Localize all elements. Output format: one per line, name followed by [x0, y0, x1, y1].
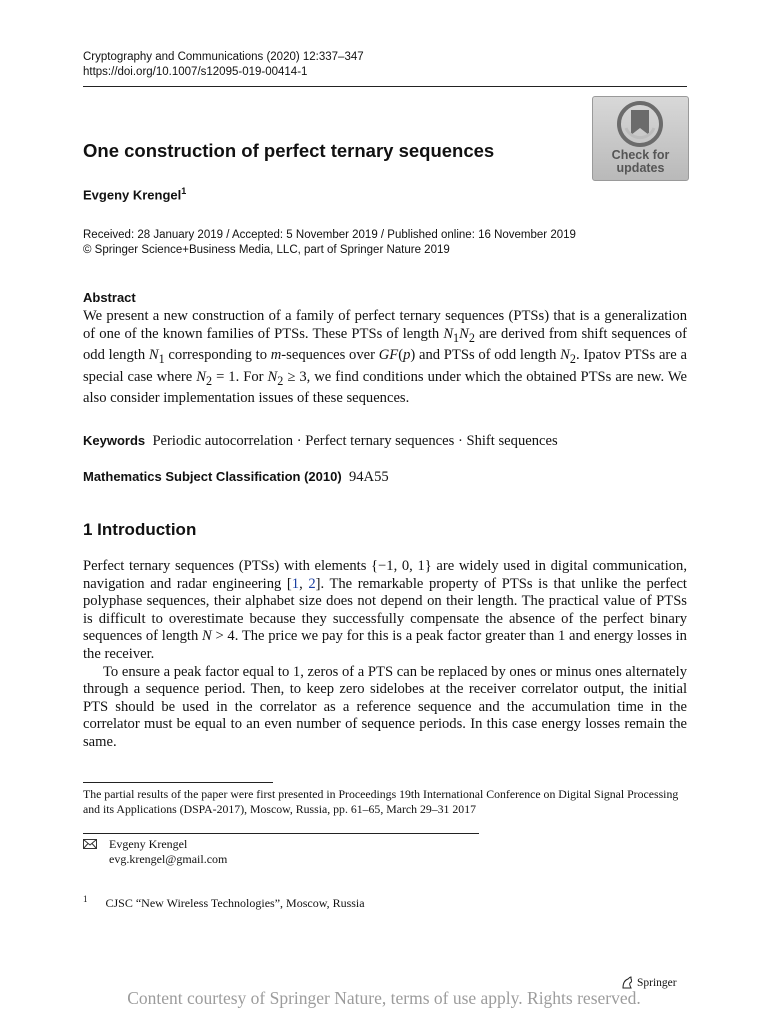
affiliation — [83, 894, 365, 911]
keywords — [83, 433, 558, 450]
bookmark-icon — [617, 101, 663, 147]
doi-link[interactable]: https://doi.org/10.1007/s12095-019-00414-1 — [83, 66, 308, 78]
citation-link[interactable]: 1 — [291, 575, 300, 592]
badge-label — [593, 149, 688, 175]
affiliation-number: 1 — [83, 894, 88, 904]
author-name — [83, 186, 186, 202]
author-text: Evgeny Krengel — [83, 187, 182, 203]
keywords-text: Periodic autocorrelation · Perfect ternary sequences · Shift sequences — [152, 433, 558, 449]
footnote: The partial results of the paper were first presented in Proceedings 19th International Conference on Digital Signal Processing and its Applications (DSPA-2017), Moscow, Russia, pp. 61–65, March 29–31 2017 — [83, 787, 679, 816]
journal-citation: Cryptography and Communications (2020) 12:337–347 — [83, 51, 364, 63]
badge-line1: Check for — [611, 148, 670, 162]
subject-classification — [83, 469, 389, 486]
keywords-label: Keywords — [83, 433, 146, 448]
abstract-body: We present a new construction of a family of perfect ternary sequences (PTSs) that is a generalization of one of the known families of PTSs. These PTSs of length $N_1N_2$ are derived from shift sequences of odd length $N_1$ corresponding to m-sequences over GF(p) and PTSs of odd length $N_2$. Ipatov PTSs are a special case where $N_2 = 1$. For $N_2 \ge 3$, we find conditions under which the obtained PTSs are new. We also consider implementation issues of these sequences. — [83, 308, 687, 407]
badge-line2: updates — [616, 161, 665, 175]
msc-label: Mathematics Subject Classification (2010) — [83, 469, 342, 484]
intro-paragraph-2: To ensure a peak factor equal to 1, zeros of a PTS can be replaced by ones or minus ones alternately through a sequence period. Then, to keep zero sidelobes at the receiver correlator output, the initial PTS should be used in the correlator as a reference sequence and the accumulation time in the correlator must be equal to an even number of sequence periods. In this case energy losses remain the same. — [83, 663, 687, 750]
msc-code: 94A55 — [348, 469, 389, 485]
dates-line: Received: 28 January 2019 / Accepted: 5 November 2019 / Published online: 16 November 2019 — [83, 229, 576, 241]
paper-title: One construction of perfect ternary sequences — [83, 140, 495, 161]
publication-dates — [83, 228, 576, 258]
publisher-name: Springer — [637, 977, 677, 989]
affiliation-rule — [83, 833, 479, 834]
section-heading-introduction: 1 Introduction — [83, 520, 197, 539]
contact-name: Evgeny Krengel — [109, 837, 188, 851]
envelope-icon — [83, 839, 97, 849]
check-for-updates-badge[interactable] — [592, 96, 689, 181]
abstract-heading: Abstract — [83, 290, 136, 305]
copyright-line: © Springer Science+Business Media, LLC, part of Springer Nature 2019 — [83, 244, 450, 256]
author-affiliation-mark: 1 — [181, 186, 187, 196]
corresponding-author — [83, 837, 227, 867]
citation-link[interactable]: 2 — [308, 575, 316, 592]
introduction-body — [83, 558, 687, 752]
intro-paragraph-1: Perfect ternary sequences (PTSs) with elements {−1, 0, 1} are widely used in digital communication, navigation and radar engineering [1, 2]. The remarkable property of PTSs is that unlike the perfect polyphase sequences, their alphabet size does not depend on their length. The practical value of PTSs is difficult to overestimate because they successfully compensate the absence of the perfect binary sequences of length N > 4. The price we pay for this is a peak factor greater than 1 and energy losses in the receiver. — [83, 558, 687, 662]
watermark: Content courtesy of Springer Nature, terms of use apply. Rights reserved. — [127, 988, 641, 1008]
footnote-rule — [83, 782, 273, 783]
header-rule — [83, 86, 687, 87]
affiliation-text: CJSC “New Wireless Technologies”, Moscow, Russia — [105, 896, 365, 910]
contact-email[interactable]: evg.krengel@gmail.com — [109, 852, 228, 866]
journal-header — [83, 50, 688, 80]
